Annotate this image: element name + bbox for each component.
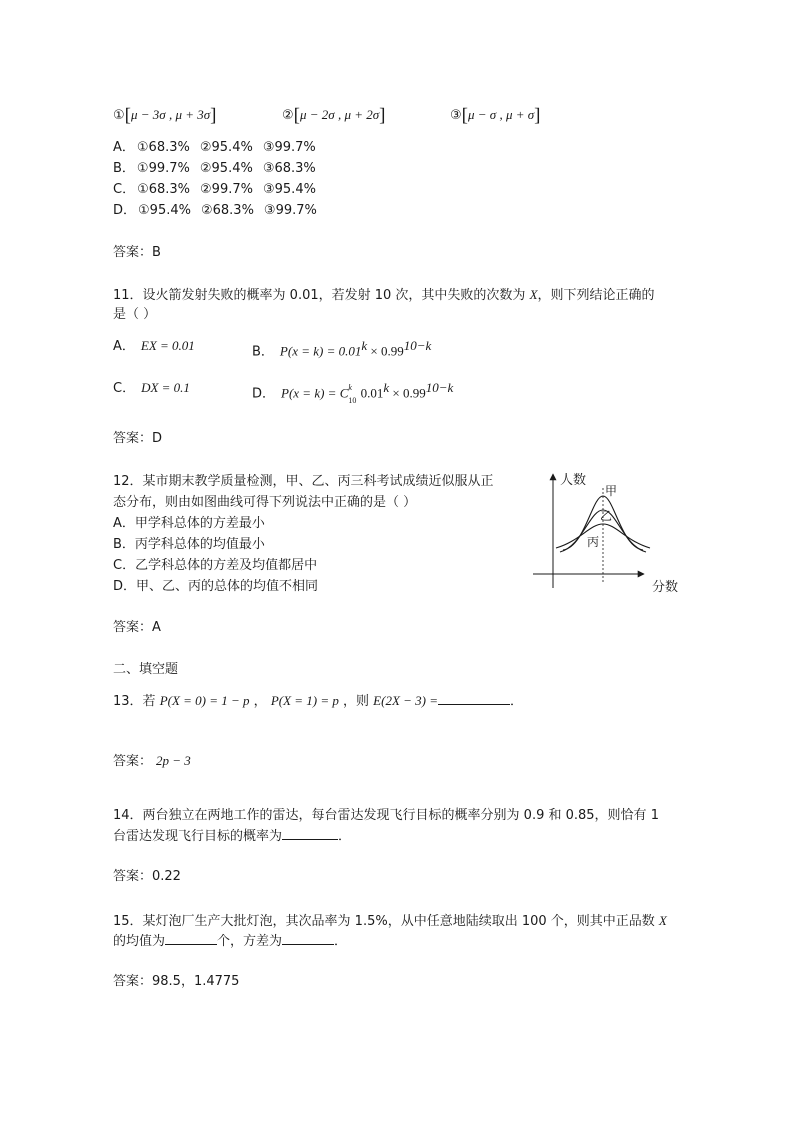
q10-interval-2-num: ②: [282, 108, 294, 123]
q13-text: ．: [510, 694, 524, 709]
q15-text: ．: [334, 934, 348, 949]
q14-stem-line1: 14．两台独立在两地工作的雷达，每台雷达发现飞行目标的概率分别为 0.9 和 0.85，则恰有 1: [113, 808, 659, 823]
option-math: × 0.99: [367, 343, 404, 359]
q15-answer: 答案：98.5，1.4775: [113, 974, 240, 989]
option-math: 0.01: [357, 385, 384, 401]
x-axis-label: 分数: [652, 580, 679, 595]
option-item: ①95.4%: [138, 203, 191, 218]
option-item: ①68.3%: [137, 182, 191, 197]
q13-math: P(X = 1) = p: [270, 693, 339, 708]
q14-stem-line2: [113, 827, 351, 846]
q10-option-b: [113, 160, 316, 178]
normal-distribution-figure: [530, 468, 690, 598]
q10-interval-2: ②[μ − 2σ , μ + 2σ]: [282, 105, 386, 126]
option-item: ③99.7%: [263, 203, 317, 218]
q15-stem-line1: [113, 912, 667, 931]
option-item: ②95.4%: [199, 140, 253, 155]
q13-text: ，: [249, 694, 271, 709]
q10-option-d: [113, 202, 317, 220]
option-item: ③99.7%: [262, 140, 316, 155]
q11-stem-text: 11．设火箭发射失败的概率为 0.01，若发射 10 次，其中失败的次数为: [113, 288, 530, 303]
option-letter: A．: [113, 339, 135, 354]
option-item: ②99.7%: [200, 182, 253, 197]
option-sup: k: [348, 383, 352, 393]
option-item: ①68.3%: [136, 140, 190, 155]
q10-interval-1: ①[μ − 3σ , μ + 3σ]: [113, 105, 217, 126]
q11-stem-text: ，则下列结论正确的: [537, 288, 655, 303]
option-math: P(x = k) = 0.01: [279, 343, 362, 359]
q14-text: ．: [338, 829, 352, 844]
q15-text: 的均值为: [113, 934, 166, 949]
option-math: × 0.99: [389, 385, 426, 401]
q12-stem-line2: 态分布，则由如图曲线可得下列说法中正确的是（ ）: [113, 495, 417, 510]
q12-option-b: B．丙学科总体的均值最小: [113, 537, 265, 552]
option-math: DX = 0.1: [141, 380, 190, 395]
q14-text: 台雷达发现飞行目标的概率为: [113, 829, 283, 844]
answer-label: 答案：: [113, 754, 153, 769]
option-letter: B．: [252, 344, 274, 360]
option-math: EX = 0.01: [140, 338, 195, 353]
curve-label-bing: 丙: [587, 535, 600, 549]
q15-var: X: [658, 913, 667, 928]
curve-label-jia: 甲: [605, 484, 618, 498]
answer-blank[interactable]: [282, 932, 334, 945]
option-exponent: 10−k: [425, 380, 454, 395]
q10-interval-2-text: μ − 2σ , μ + 2σ: [299, 107, 380, 122]
q11-answer: 答案：D: [113, 431, 163, 446]
q12-stem-line1: 12．某市期末教学质量检测，甲、乙、丙三科考试成绩近似服从正: [113, 474, 494, 489]
q13-stem: [113, 692, 523, 711]
option-item: ②95.4%: [199, 161, 253, 176]
q13-math: E(2X − 3) =: [373, 693, 439, 708]
q11-option-a: [113, 337, 195, 356]
option-item: ③95.4%: [262, 182, 316, 197]
q12-option-c: C．乙学科总体的方差及均值都居中: [113, 558, 318, 573]
option-letter: C．: [113, 182, 136, 197]
q12-answer: 答案：A: [113, 620, 161, 635]
q13-math: P(X = 0) = 1 − p: [159, 693, 250, 708]
q12-option-d: D．甲、乙、丙的总体的均值不相同: [113, 579, 319, 594]
q10-interval-3: ③[μ − σ , μ + σ]: [450, 105, 541, 126]
q10-interval-1-text: μ − 3σ , μ + 3σ: [130, 107, 211, 122]
q10-interval-3-num: ③: [450, 108, 462, 123]
option-item: ②68.3%: [200, 203, 254, 218]
q12-option-a: A．甲学科总体的方差最小: [113, 516, 265, 531]
q14-answer: 答案：0.22: [113, 869, 181, 884]
curve-label-yi: 乙: [600, 509, 613, 523]
option-exponent: k: [361, 338, 368, 353]
q10-option-c: [113, 181, 316, 199]
q11-stem-line1: [113, 286, 655, 305]
q15-text: 个，方差为: [217, 934, 283, 949]
option-exponent: k: [383, 380, 390, 395]
option-item: ①99.7%: [136, 161, 190, 176]
answer-blank[interactable]: [165, 932, 217, 945]
option-letter: B．: [113, 161, 135, 176]
answer-math: 2p − 3: [156, 753, 191, 768]
q11-stem-line2: 是（ ）: [113, 307, 157, 322]
answer-blank[interactable]: [282, 827, 338, 840]
option-exponent: 10−k: [403, 338, 432, 353]
q11-option-c: [113, 379, 190, 398]
q11-stem-var: X: [529, 287, 538, 302]
option-letter: D．: [252, 386, 276, 402]
q15-stem-line2: [113, 932, 347, 951]
option-letter: A．: [113, 140, 135, 155]
section-title: 二、填空题: [113, 662, 179, 677]
option-letter: D．: [113, 203, 137, 218]
q13-text: ，则: [338, 694, 374, 709]
q10-answer: 答案：B: [113, 245, 161, 260]
option-item: ③68.3%: [262, 161, 316, 176]
answer-blank[interactable]: [438, 692, 510, 705]
q10-interval-3-text: μ − σ , μ + σ: [467, 107, 535, 122]
q13-answer: [113, 752, 191, 771]
y-axis-label: 人数: [560, 473, 587, 488]
q10-interval-1-num: ①: [113, 108, 125, 123]
q11-option-d: [252, 379, 454, 406]
q13-text: 13．若: [113, 694, 160, 709]
q11-option-b: [252, 337, 431, 361]
option-sub: 10: [348, 396, 357, 406]
q10-option-a: [113, 139, 316, 157]
q15-text: 15．某灯泡厂生产大批灯泡，其次品率为 1.5%，从中任意地陆续取出 100 个，则其中正品数: [113, 914, 659, 929]
option-letter: C．: [113, 381, 136, 396]
option-math: P(x = k) = C: [281, 385, 349, 401]
